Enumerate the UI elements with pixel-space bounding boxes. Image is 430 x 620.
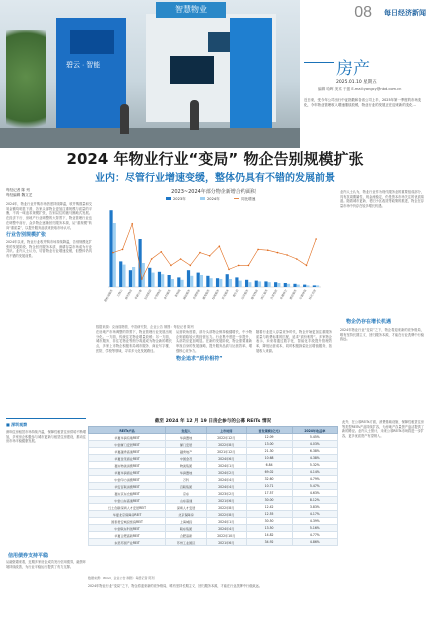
section-subtitle: 物企追求“质价相符” bbox=[176, 355, 223, 362]
growth-point bbox=[160, 251, 162, 253]
visitor-figure bbox=[120, 104, 129, 134]
booth-sign: 碧云 · 智能 bbox=[66, 62, 101, 69]
bar-2024 bbox=[219, 279, 222, 287]
table-cell: 13.50 bbox=[246, 525, 292, 532]
bar-2023 bbox=[235, 277, 238, 287]
bar-2024 bbox=[132, 267, 135, 287]
category-label: 越秀服务 bbox=[201, 288, 211, 301]
table-row bbox=[89, 504, 338, 511]
growth-point bbox=[170, 265, 172, 267]
bar-chart bbox=[96, 188, 331, 324]
bar-2023 bbox=[255, 281, 258, 287]
hero-photo bbox=[0, 0, 300, 148]
table-header-row bbox=[89, 427, 338, 434]
booth-right bbox=[230, 18, 272, 128]
reits-table bbox=[88, 426, 338, 546]
growth-point bbox=[112, 252, 114, 254]
bar-2024 bbox=[229, 279, 232, 287]
bottom-left-text-2 bbox=[6, 560, 86, 618]
paragraph: 深圳住房租赁市场持续升温，保障性租赁住房供给不断增加，多家房企积极参与城市更新与租赁住房建设，推动住房市场平稳健康发展。 bbox=[6, 430, 86, 444]
section-rule bbox=[304, 62, 334, 63]
growth-point bbox=[151, 258, 153, 260]
bar-2023 bbox=[293, 284, 296, 287]
bar-2023 bbox=[187, 270, 190, 287]
category-label: 保利物业 bbox=[124, 288, 134, 301]
table-row bbox=[89, 490, 338, 497]
bar-2023 bbox=[129, 270, 132, 287]
table-cell: 2022年12月 bbox=[206, 434, 246, 441]
headline: 2024 年物业行业“变局” 物企告别规模扩张 bbox=[66, 150, 364, 168]
section-subtitle: 物企仍存在增长机遇 bbox=[346, 319, 392, 325]
brand-banner: 智慧物业 bbox=[156, 2, 226, 18]
category-label: 滨江服务 bbox=[259, 288, 269, 301]
table-header-cell: 首发规模(亿元) bbox=[246, 427, 292, 434]
bar-2024 bbox=[306, 285, 309, 287]
table-cell: 4.14% bbox=[292, 469, 337, 476]
table-cell: 13.00 bbox=[246, 441, 292, 448]
table-cell: 32.60 bbox=[246, 476, 292, 483]
table-cell: 2024年2月 bbox=[206, 469, 246, 476]
table-row bbox=[89, 532, 338, 539]
table-cell: 2024年4月 bbox=[206, 476, 246, 483]
table-cell: 2024年4月 bbox=[206, 525, 246, 532]
article-column-4 bbox=[256, 330, 332, 416]
bar-2024 bbox=[171, 279, 174, 287]
article-column-6 bbox=[340, 328, 424, 416]
category-label: 绿城服务 bbox=[211, 288, 221, 301]
table-cell: 合肥高新 bbox=[166, 532, 207, 539]
paragraph: 2024年，物业行业并购市场热度持续降温，收并购数量和交易金额均明显下滑，各家头部物企更加注重规模与质量的平衡，不再一味追求规模扩张，告别以往的跑马圈地式发展。在经济下行、房地产行业调整的大背景下，物业管理行业也在调整中前行，众多物企逐渐回归服务本源，从“重规模”转向“重质量”，以提升服务品质来获取市场认可。 bbox=[6, 202, 92, 230]
table-row bbox=[89, 518, 338, 525]
subheadline: 业内：尽管行业增速变缓，整体仍具有不错的发展前景 bbox=[95, 173, 335, 184]
table-cell: 4.86% bbox=[292, 539, 337, 546]
category-label: 卓越商企 bbox=[278, 288, 288, 301]
bar-2024 bbox=[268, 282, 271, 287]
table-header-cell: 2024年收益率 bbox=[292, 427, 337, 434]
table-source: 数据来源：Wind、企业公告 制图：每经记者 陈列 bbox=[88, 576, 155, 580]
booth-left-header bbox=[70, 30, 114, 54]
bar-2024 bbox=[190, 276, 193, 287]
growth-point bbox=[277, 252, 279, 254]
bar-2023 bbox=[148, 268, 151, 287]
table-cell: 上海城投 bbox=[166, 518, 207, 525]
table-cell: 华润置地 bbox=[166, 469, 207, 476]
bar-2024 bbox=[200, 275, 203, 287]
chart-source: 数据来源：克而瑞物管、中指研究院、企业公告 制图：每经记者 陈列 bbox=[96, 325, 194, 329]
section-subtitle: 信用债券支持平稳 bbox=[8, 553, 49, 559]
bar-2024 bbox=[122, 265, 125, 287]
paper-name: 每日经济新闻 bbox=[384, 9, 426, 17]
table-row bbox=[89, 455, 338, 462]
table-cell: 10.71 bbox=[246, 483, 292, 490]
category-label: 合景悠活 bbox=[269, 288, 279, 301]
table-cell: 2021年12月 bbox=[206, 448, 246, 455]
table-row bbox=[89, 483, 338, 490]
table-cell: 69.02 bbox=[246, 469, 292, 476]
intro-aside: 近日来，受今年公司出行中证指数和各省公司上半，2025年第一季度的市场变化，今年物业管理收入增速继续放缓，物业行业的发展正在迎来新的变化… bbox=[304, 98, 422, 107]
table-cell: 4.39% bbox=[292, 518, 337, 525]
section-divider bbox=[6, 418, 86, 419]
table-cell: 2024年1月 bbox=[206, 518, 246, 525]
growth-point bbox=[219, 245, 221, 247]
table-cell: 4.38% bbox=[292, 455, 337, 462]
chart-title: 2023~2024年部分物企新增合约面积 bbox=[171, 189, 256, 195]
bar-2024 bbox=[316, 285, 319, 287]
growth-point bbox=[122, 249, 124, 251]
table-row bbox=[89, 469, 338, 476]
table-cell: 2022年8月 bbox=[206, 441, 246, 448]
table-cell: 红土创新深圳人才安居REIT bbox=[89, 504, 166, 511]
category-label: 雅生活 bbox=[231, 288, 240, 298]
table-cell: 2021年6月 bbox=[206, 539, 246, 546]
display-screen bbox=[170, 56, 214, 84]
table-cell: 8.12% bbox=[292, 497, 337, 504]
category-label: 龙湖智创 bbox=[191, 288, 201, 301]
growth-point bbox=[131, 223, 133, 225]
growth-point bbox=[228, 269, 230, 271]
table-cell: 5.32% bbox=[292, 462, 337, 469]
category-label: 中骏商管 bbox=[298, 288, 308, 301]
issue-date: 2025.01.10 星期五 bbox=[336, 80, 377, 85]
table-cell: 华夏华润有巢REIT bbox=[89, 434, 166, 441]
table-row bbox=[89, 434, 338, 441]
table-cell: 华夏越秀高速REIT bbox=[89, 448, 166, 455]
bar-2023 bbox=[216, 278, 219, 287]
category-label: 远洋服务 bbox=[240, 288, 250, 301]
paragraph: 从营收角度看，部分头部物企保持稳健增长，中小物企则面临较大的经营压力。行业集中度进一步提升，头部效应更加明显。在新的发展阶段，物企需要重新审视自身的发展战略，提升服务品质与运营效率，增强核心竞争力。 bbox=[176, 330, 252, 353]
growth-point bbox=[267, 249, 269, 251]
table-cell: 中金山东高速REIT bbox=[89, 497, 166, 504]
display-screen-small bbox=[208, 32, 230, 52]
category-label: 招商积余 bbox=[143, 288, 153, 301]
bar-2024 bbox=[151, 273, 154, 287]
table-cell: 2021年6月 bbox=[206, 497, 246, 504]
reporter: 每经记者 陈 列 bbox=[6, 188, 30, 192]
section-subtitle: 行业告别规模扩张 bbox=[6, 232, 47, 239]
table-cell: 3.83% bbox=[292, 504, 337, 511]
table-cell: 东吴苏园产业REIT bbox=[89, 539, 166, 546]
floor bbox=[0, 128, 300, 148]
table-header-cell: REITs产品 bbox=[89, 427, 166, 434]
table-cell: 越秀地产 bbox=[166, 448, 207, 455]
table-row bbox=[89, 525, 338, 532]
bar-2023 bbox=[177, 277, 180, 287]
paragraph: 2024年物业行业“变局”之下，物企将迎来新的竞争格局，唯有坚持长期主义、回归服务本源，才能在行业洗牌中行稳致远。 bbox=[340, 328, 424, 342]
table-cell: 2023年2月 bbox=[206, 490, 246, 497]
legend-label: 同比增速 bbox=[241, 197, 256, 201]
bar-2023 bbox=[274, 282, 277, 287]
table-cell: 5.45% bbox=[292, 434, 337, 441]
table-header-cell: 上市时间 bbox=[206, 427, 246, 434]
table-title: 截至 2024 年 12 月 19 日房企参与的公募 REITs 情况 bbox=[154, 419, 272, 424]
article-column-5 bbox=[340, 190, 424, 310]
table-row bbox=[89, 441, 338, 448]
table-cell: 百联集团 bbox=[166, 483, 207, 490]
table-cell: 深圳人才安居 bbox=[166, 504, 207, 511]
article-column-3 bbox=[176, 330, 252, 416]
category-label: 华润万象 bbox=[133, 288, 143, 301]
table-cell: 2024年6月 bbox=[206, 455, 246, 462]
table-cell: 中金联东科创REIT bbox=[89, 525, 166, 532]
bar-2023 bbox=[158, 272, 161, 287]
table-cell: 10.68 bbox=[246, 455, 292, 462]
bar-2023 bbox=[264, 281, 267, 287]
growth-point bbox=[315, 238, 317, 240]
bar-2023 bbox=[197, 273, 200, 287]
growth-point bbox=[296, 258, 298, 260]
table-cell: 苏州工业园区 bbox=[166, 539, 207, 546]
table-cell: 华夏合肥高新REIT bbox=[89, 532, 166, 539]
bar-2023 bbox=[119, 261, 122, 287]
table-cell: 4.79% bbox=[292, 476, 337, 483]
table-cell: 4.63% bbox=[292, 490, 337, 497]
table-cell: 4.17% bbox=[292, 511, 337, 518]
table-cell: 2024年1月 bbox=[206, 462, 246, 469]
category-label: 中海物业 bbox=[153, 288, 163, 301]
table-cell: 12.55 bbox=[246, 511, 292, 518]
category-label: 金科服务 bbox=[162, 288, 172, 301]
under-table-text bbox=[88, 584, 338, 618]
bar-2023 bbox=[109, 210, 112, 287]
table-cell: 30.50 bbox=[246, 518, 292, 525]
table-cell: 北京保障房 bbox=[166, 511, 207, 518]
table-row bbox=[89, 448, 338, 455]
table-cell: 物美集团 bbox=[166, 462, 207, 469]
bar-2024 bbox=[113, 223, 116, 287]
reits-table-block bbox=[88, 418, 338, 578]
table-cell: 厦门安居 bbox=[166, 441, 207, 448]
table-cell: 12.42 bbox=[246, 504, 292, 511]
table-cell: 2022年8月 bbox=[206, 504, 246, 511]
editor: 每经编辑 魏文艺 bbox=[6, 193, 33, 197]
table-cell: 中金厦门安居REIT bbox=[89, 441, 166, 448]
table-cell: 万科 bbox=[166, 476, 207, 483]
table-cell: 山东高速 bbox=[166, 497, 207, 504]
category-label: 碧桂园服务 bbox=[103, 288, 114, 303]
bar-2023 bbox=[206, 276, 209, 287]
paragraph: 业内人士认为，物业行业作为现代服务业的重要组成部分，具有抗周期属性，现金流稳定，仍是资本市场关注的优质赛道。随着城市更新、老旧小区改造等政策的推进，物企在存量市场中仍存在较多增长机遇。 bbox=[340, 190, 424, 209]
table-cell: 5.47% bbox=[292, 483, 337, 490]
growth-point bbox=[248, 265, 250, 267]
table-cell: 中国金茂 bbox=[166, 455, 207, 462]
paragraph: 从融资端来看，近期多家房企成功发行信用债券，融资环境持续改善，为行业平稳运行提供了有力支撑。 bbox=[6, 560, 86, 569]
table-cell: 12.09 bbox=[246, 434, 292, 441]
bar-2024 bbox=[209, 278, 212, 287]
editor-line: 编辑 哈晖 美术 于振 E-mail:yangcy@nbd.com.cn bbox=[318, 87, 402, 91]
category-label: 新城悦 bbox=[173, 288, 182, 298]
section-name: 房产 bbox=[336, 59, 370, 79]
bar-2024 bbox=[297, 285, 300, 287]
table-cell: 14.82 bbox=[246, 532, 292, 539]
table-cell: 华夏华润商业REIT bbox=[89, 469, 166, 476]
growth-point bbox=[238, 265, 240, 267]
table-cell: 中金印力消费REIT bbox=[89, 476, 166, 483]
bar-2024 bbox=[239, 281, 242, 287]
table-cell: 嘉实京东仓储REIT bbox=[89, 490, 166, 497]
bar-2024 bbox=[180, 280, 183, 287]
bottom-left-text bbox=[6, 430, 86, 548]
table-row bbox=[89, 511, 338, 518]
paragraph: 2024年物业行业“变局”之下，物企将迎来新的竞争格局，唯有坚持长期主义、回归服务本源，才能在行业洗牌中行稳致远。 bbox=[88, 584, 262, 588]
bar-2024 bbox=[258, 281, 261, 287]
paragraph: 随着行业进入存量竞争时代，物企开始更加注重服务质量与收费标准的匹配，追求“质价相符”。多家物企表示，未来将通过数字化、智能化手段提升管理效率，降低运营成本，同时积极探索社区增值服务，拓展收入来源。 bbox=[256, 330, 332, 353]
article-column-1 bbox=[6, 202, 92, 402]
table-cell: 21.30 bbox=[246, 448, 292, 455]
growth-point bbox=[306, 265, 308, 267]
legend-swatch bbox=[166, 197, 171, 200]
byline bbox=[6, 188, 32, 198]
table-cell: 6.84 bbox=[246, 462, 292, 469]
growth-point bbox=[180, 258, 182, 260]
page-number: 08 bbox=[354, 4, 372, 21]
legend-label: 2024年 bbox=[207, 197, 220, 201]
growth-point bbox=[257, 249, 259, 251]
bar-2023 bbox=[226, 274, 229, 287]
category-label: 世茂服务 bbox=[220, 288, 230, 301]
growth-point bbox=[209, 255, 211, 257]
table-cell: 华夏北京保障房REIT bbox=[89, 511, 166, 518]
legend-label: 2023年 bbox=[173, 197, 186, 201]
category-label: 万物云 bbox=[115, 288, 124, 298]
table-cell: 17.57 bbox=[246, 490, 292, 497]
table-cell: 2024年4月 bbox=[206, 483, 246, 490]
table-cell: 华安百联消费REIT bbox=[89, 483, 166, 490]
category-label: 融创服务 bbox=[182, 288, 192, 301]
table-cell: 嘉实物美消费REIT bbox=[89, 462, 166, 469]
growth-point bbox=[141, 278, 143, 280]
bar-2024 bbox=[161, 274, 164, 287]
table-cell: 国泰君安城投宽庭REIT bbox=[89, 518, 166, 525]
paragraph: 在房地产市场调整的背景下，物业管理行业发展出现分化。一方面，传统住宅物业增量放缓；另一方面，城市服务、非住宅物业等细分赛道成为物企新的增长点，多家上市物企积极布局城市服务、商业写字楼、医院、学校等领域，寻求多元化发展路径。 bbox=[96, 330, 172, 353]
growth-point bbox=[199, 252, 201, 254]
paragraph: 此外，在公募REITs方面，消费基础设施、保障性租赁住房等类型REITs产品持续扩容，为房地产存量资产盘活提供了新的路径。业内人士预计，未来公募REITs市场将进一步扩容，更多优质资产有望纳入。 bbox=[342, 420, 424, 439]
table-cell: 5.16% bbox=[292, 525, 337, 532]
article-column-2 bbox=[96, 330, 172, 416]
bar-2023 bbox=[245, 280, 248, 287]
bar-2024 bbox=[248, 282, 251, 287]
table-cell: 6.38% bbox=[292, 448, 337, 455]
table-cell: 30.00 bbox=[246, 497, 292, 504]
table-row bbox=[89, 476, 338, 483]
legend-swatch bbox=[200, 197, 205, 200]
growth-point bbox=[286, 254, 288, 256]
table-cell: 4.03% bbox=[292, 441, 337, 448]
paragraph: 2024年以来，物业行业收并购市场持续降温，告别规模化扩张的发展阶段，物企回归服务本质、深耕存量市场成为行业共识。业内人士认为，尽管物业行业增速变缓，但整体仍具有不错的发展前景。 bbox=[6, 239, 92, 259]
visitor-figure bbox=[190, 100, 199, 130]
growth-point bbox=[189, 265, 191, 267]
table-cell: 联东集团 bbox=[166, 525, 207, 532]
table-row bbox=[89, 497, 338, 504]
table-row bbox=[89, 539, 338, 546]
table-cell: 华夏金茂商业REIT bbox=[89, 455, 166, 462]
category-label: 建发物业 bbox=[249, 288, 259, 301]
chart-canvas bbox=[96, 195, 331, 323]
bottom-right-text bbox=[342, 420, 424, 616]
table-row bbox=[89, 462, 338, 469]
bar-2023 bbox=[284, 283, 287, 287]
bar-2023 bbox=[168, 275, 171, 287]
table-cell: 京东 bbox=[166, 490, 207, 497]
bar-2024 bbox=[142, 263, 145, 287]
table-header-cell: 发起人 bbox=[166, 427, 207, 434]
table-cell: 34.92 bbox=[246, 539, 292, 546]
bar-2023 bbox=[303, 285, 306, 287]
category-label: 时代邻里 bbox=[307, 288, 318, 301]
table-cell: 华润置地 bbox=[166, 434, 207, 441]
table-cell: 2022年10月 bbox=[206, 532, 246, 539]
column-tag: ■ 深圳观察 bbox=[6, 422, 28, 427]
bar-2024 bbox=[277, 283, 280, 287]
bar-2023 bbox=[313, 285, 316, 287]
category-label: 德信服务 bbox=[288, 288, 298, 301]
table-cell: 2022年8月 bbox=[206, 511, 246, 518]
table-cell: 4.77% bbox=[292, 532, 337, 539]
bar-2024 bbox=[287, 284, 290, 287]
